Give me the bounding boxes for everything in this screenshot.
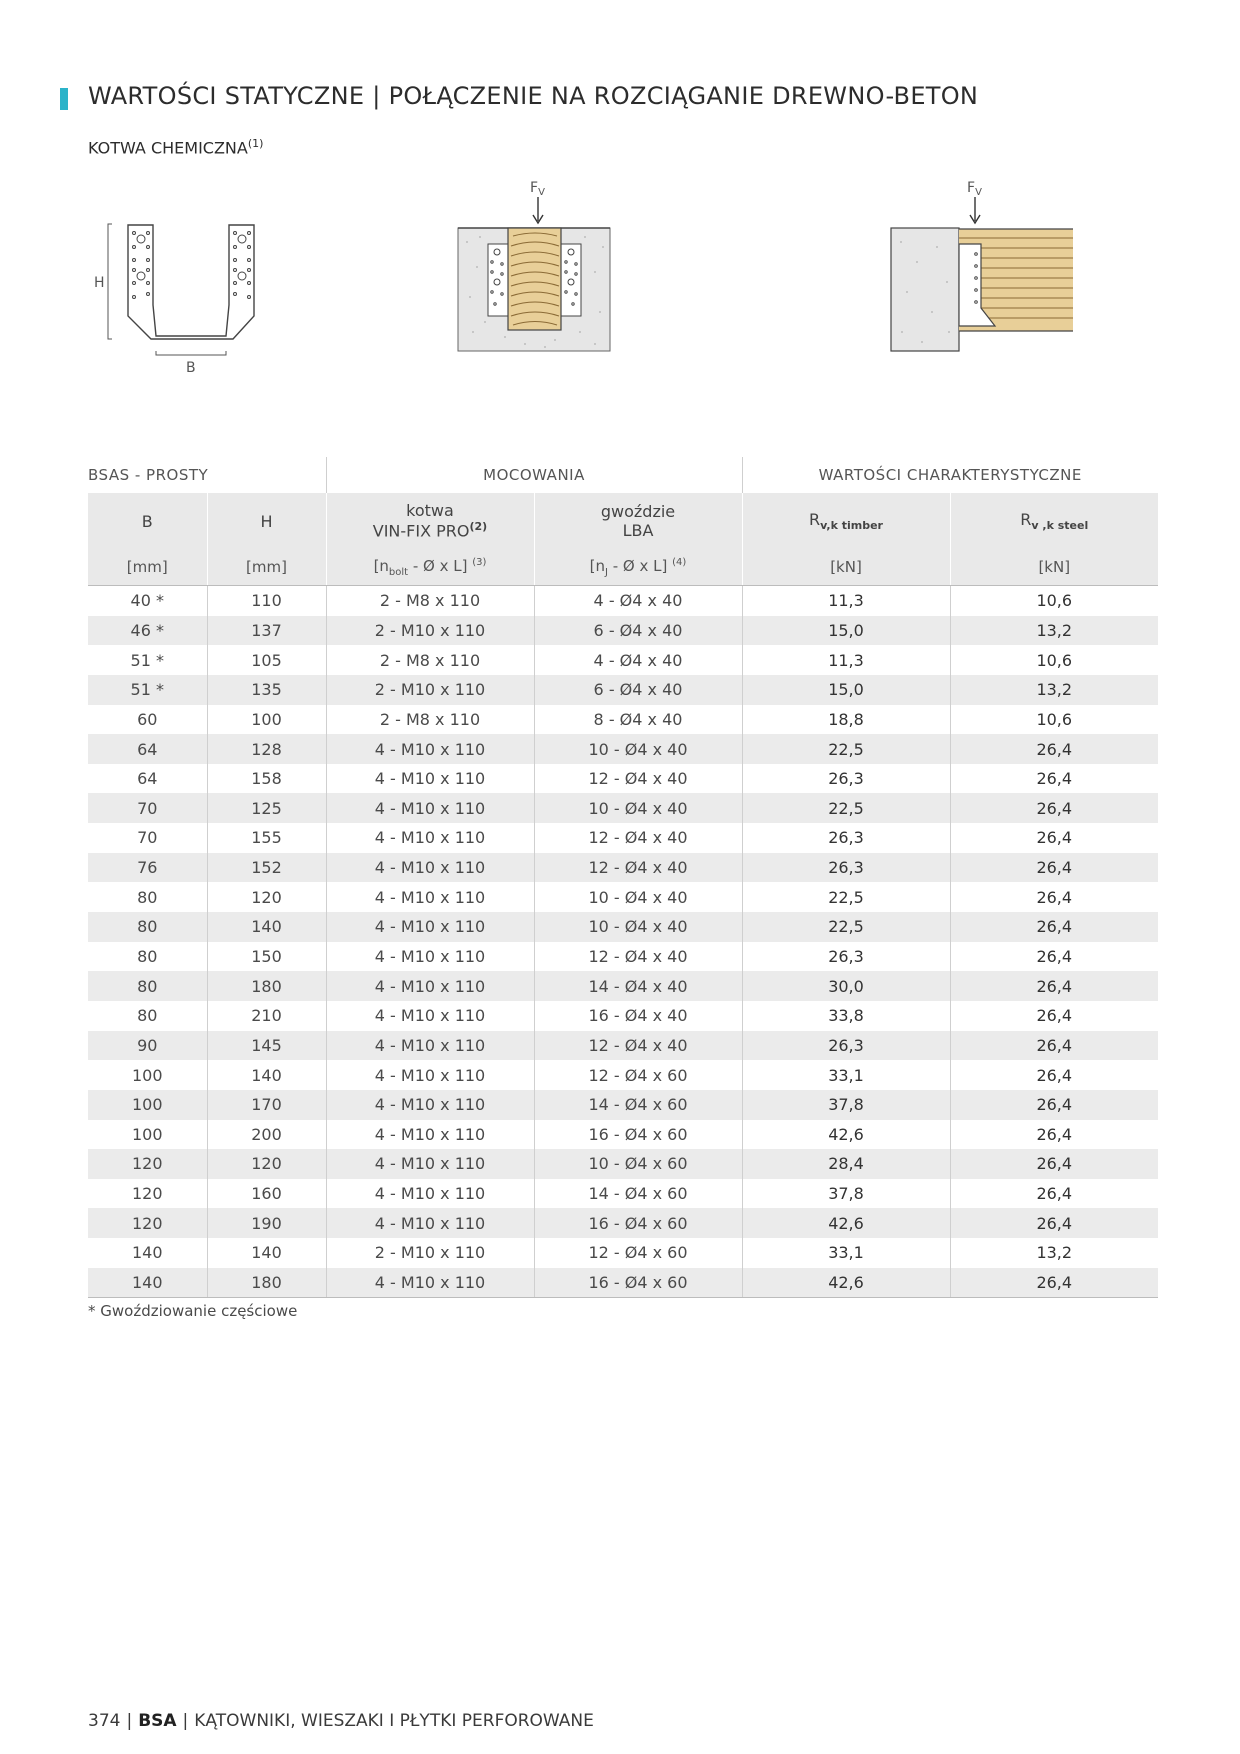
cell-r-timber: 22,5 — [742, 882, 950, 912]
table-row — [88, 853, 1158, 883]
cell-r-timber: 33,8 — [742, 1001, 950, 1031]
cell-b: 80 — [137, 887, 158, 907]
cell-nails: 12 - Ø4 x 40 — [534, 853, 742, 883]
cell-r-timber: 30,0 — [742, 971, 950, 1001]
cell-h: 125 — [207, 793, 326, 823]
cell-b: 140 — [88, 1268, 207, 1298]
cell-h: 150 — [207, 942, 326, 972]
cell-r-timber: 11,3 — [742, 645, 950, 675]
cell-anchor: 4 - M10 x 110 — [326, 853, 534, 883]
cell-b: 51 * — [88, 675, 207, 705]
table-row — [88, 1001, 1158, 1031]
table-row — [88, 1179, 1158, 1209]
cell-anchor: 2 - M10 x 110 — [326, 1238, 534, 1268]
cell-r-steel: 10,6 — [950, 705, 1158, 735]
cell-r-timber: 33,1 — [742, 1238, 950, 1268]
cell-r-steel: 26,4 — [950, 1149, 1158, 1179]
cell-r-steel: 26,4 — [950, 1268, 1158, 1298]
col-b: B — [88, 493, 207, 549]
cell-r-timber: 42,6 — [742, 1208, 950, 1238]
cell-r-timber: 18,8 — [742, 705, 950, 735]
cell-nails: 10 - Ø4 x 40 — [534, 882, 742, 912]
cell-r-timber: 22,5 — [742, 793, 950, 823]
section-concrete-diagram — [455, 172, 625, 357]
cell-nails: 6 - Ø4 x 40 — [534, 616, 742, 646]
cell-r-timber: 37,8 — [742, 1179, 950, 1209]
cell-r-steel: 26,4 — [950, 793, 1158, 823]
page-title: WARTOŚCI STATYCZNE | POŁĄCZENIE NA ROZCIĄGANIE DREWNO-BETON — [88, 82, 979, 110]
cell-r-steel: 26,4 — [950, 942, 1158, 972]
table-row — [88, 1238, 1158, 1268]
cell-anchor: 2 - M8 x 110 — [326, 645, 534, 675]
footer-section: KĄTOWNIKI, WIESZAKI I PŁYTKI PERFOROWANE — [194, 1711, 594, 1731]
cell-b: 120 — [88, 1149, 207, 1179]
cell-anchor: 2 - M10 x 110 — [326, 616, 534, 646]
col-nails: gwoździe LBA — [534, 493, 742, 549]
static-values-table — [88, 457, 1158, 1298]
cell-b: 40 * — [130, 591, 164, 611]
cell-r-timber: 15,0 — [742, 675, 950, 705]
title-accent-bar — [60, 88, 68, 110]
cell-r-steel: 26,4 — [950, 764, 1158, 794]
cell-h: 100 — [207, 705, 326, 735]
cell-nails: 12 - Ø4 x 40 — [534, 764, 742, 794]
cell-b: 100 — [131, 1124, 163, 1144]
cell-r-steel: 26,4 — [950, 823, 1158, 853]
group-product: BSAS - PROSTY — [88, 466, 209, 484]
cell-r-steel: 13,2 — [950, 675, 1158, 705]
table-row — [88, 1268, 1158, 1298]
cell-nails: 16 - Ø4 x 60 — [534, 1268, 742, 1298]
cell-anchor: 4 - M10 x 110 — [326, 912, 534, 942]
cell-b: 80 — [137, 947, 158, 966]
cell-b: 80 — [137, 1006, 158, 1026]
cell-b: 70 — [88, 793, 207, 823]
cell-b: 140 — [131, 1243, 163, 1263]
section-subtitle — [88, 137, 263, 157]
group-fixings: MOCOWANIA — [326, 457, 742, 493]
cell-nails: 12 - Ø4 x 40 — [534, 942, 742, 972]
table-row — [88, 971, 1158, 1001]
table-row — [88, 1031, 1158, 1061]
cell-h: 160 — [207, 1179, 326, 1209]
cell-anchor: 4 - M10 x 110 — [326, 1001, 534, 1031]
cell-h: 210 — [207, 1001, 326, 1031]
cell-h: 170 — [207, 1090, 326, 1120]
cell-nails: 14 - Ø4 x 60 — [534, 1179, 742, 1209]
cell-b: 80 — [88, 971, 207, 1001]
side-view-diagram — [887, 172, 1077, 357]
cell-anchor: 4 - M10 x 110 — [326, 1179, 534, 1209]
cell-r-steel: 10,6 — [950, 645, 1158, 675]
table-row — [88, 1060, 1158, 1090]
cell-r-steel: 13,2 — [950, 1238, 1158, 1268]
cell-nails: 16 - Ø4 x 60 — [534, 1120, 742, 1150]
cell-r-timber: 42,6 — [742, 1120, 950, 1150]
table-units-row — [88, 549, 1158, 586]
cell-h: 200 — [207, 1120, 326, 1150]
cell-anchor: 2 - M8 x 110 — [326, 705, 534, 735]
cell-r-steel: 26,4 — [950, 1179, 1158, 1209]
table-row — [88, 882, 1158, 912]
hanger-front-diagram — [90, 215, 260, 375]
cell-r-timber: 15,0 — [742, 616, 950, 646]
cell-nails: 10 - Ø4 x 60 — [534, 1149, 742, 1179]
cell-nails: 16 - Ø4 x 60 — [534, 1208, 742, 1238]
cell-nails: 12 - Ø4 x 60 — [534, 1238, 742, 1268]
cell-r-timber: 37,8 — [742, 1090, 950, 1120]
cell-anchor: 4 - M10 x 110 — [326, 1149, 534, 1179]
unit-r-timber: [kN] — [742, 549, 950, 586]
unit-r-steel: [kN] — [950, 549, 1158, 586]
cell-r-timber: 28,4 — [742, 1149, 950, 1179]
table-body — [88, 586, 1158, 1298]
cell-anchor: 4 - M10 x 110 — [326, 734, 534, 764]
cell-nails: 8 - Ø4 x 40 — [534, 705, 742, 735]
cell-r-timber: 33,1 — [742, 1060, 950, 1090]
cell-nails: 4 - Ø4 x 40 — [534, 645, 742, 675]
cell-anchor: 2 - M8 x 110 — [326, 586, 534, 616]
cell-b: 90 — [88, 1031, 207, 1061]
cell-h: 120 — [207, 882, 326, 912]
table-group-header — [88, 457, 1158, 493]
table-row — [88, 1090, 1158, 1120]
cell-anchor: 2 - M10 x 110 — [326, 675, 534, 705]
footer-product: BSA — [138, 1711, 177, 1731]
cell-b: 60 — [137, 709, 158, 729]
cell-r-steel: 26,4 — [950, 734, 1158, 764]
cell-anchor: 4 - M10 x 110 — [326, 1060, 534, 1090]
table-row — [88, 1120, 1158, 1150]
cell-anchor: 4 - M10 x 110 — [326, 971, 534, 1001]
cell-h: 158 — [207, 764, 326, 794]
cell-h: 152 — [207, 853, 326, 883]
cell-b: 70 — [137, 828, 158, 848]
cell-h: 135 — [207, 675, 326, 705]
table-row — [88, 675, 1158, 705]
cell-h: 105 — [207, 645, 326, 675]
table-row — [88, 793, 1158, 823]
cell-b: 46 * — [88, 616, 207, 646]
unit-b: [mm] — [88, 549, 207, 586]
table-row — [88, 912, 1158, 942]
force-label-side: $F_V$ — [967, 180, 982, 198]
force-label: $F_V$ — [530, 180, 545, 198]
cell-h: 180 — [207, 1268, 326, 1298]
col-anchor: kotwa VIN-FIX PRO$^{(2)}$ — [326, 493, 534, 549]
cell-anchor: 4 - M10 x 110 — [326, 1120, 534, 1150]
cell-r-timber: 26,3 — [742, 1031, 950, 1061]
cell-anchor: 4 - M10 x 110 — [326, 1208, 534, 1238]
cell-r-timber: 26,3 — [742, 764, 950, 794]
cell-r-steel: 26,4 — [950, 1031, 1158, 1061]
cell-anchor: 4 - M10 x 110 — [326, 764, 534, 794]
cell-r-timber: 11,3 — [742, 586, 950, 616]
table-row — [88, 586, 1158, 616]
cell-r-timber: 26,3 — [742, 942, 950, 972]
col-r-timber: $R_{v,k timber}$ — [742, 493, 950, 549]
cell-r-steel: 26,4 — [950, 1208, 1158, 1238]
cell-anchor: 4 - M10 x 110 — [326, 942, 534, 972]
cell-nails: 16 - Ø4 x 40 — [534, 1001, 742, 1031]
cell-r-steel: 26,4 — [950, 912, 1158, 942]
cell-h: 190 — [207, 1208, 326, 1238]
subtitle-note: (1) — [247, 137, 264, 150]
cell-r-steel: 26,4 — [950, 882, 1158, 912]
cell-h: 120 — [207, 1149, 326, 1179]
cell-b: 120 — [131, 1184, 163, 1204]
cell-h: 140 — [207, 1238, 326, 1268]
cell-anchor: 4 - M10 x 110 — [326, 823, 534, 853]
cell-nails: 4 - Ø4 x 40 — [534, 586, 742, 616]
cell-h: 140 — [207, 1060, 326, 1090]
dimension-h-label: H — [94, 275, 105, 291]
table-row — [88, 1149, 1158, 1179]
table-row — [88, 616, 1158, 646]
table-row — [88, 764, 1158, 794]
cell-h: 137 — [207, 616, 326, 646]
cell-b: 120 — [88, 1208, 207, 1238]
cell-nails: 10 - Ø4 x 40 — [534, 793, 742, 823]
table-row — [88, 942, 1158, 972]
table-row — [88, 734, 1158, 764]
cell-b: 64 — [137, 769, 158, 789]
cell-b: 100 — [131, 1065, 163, 1085]
table-row — [88, 1208, 1158, 1238]
page-number: 374 — [88, 1711, 121, 1731]
col-h: H — [207, 493, 326, 549]
table-row — [88, 645, 1158, 675]
table-row — [88, 705, 1158, 735]
cell-b: 76 — [88, 853, 207, 883]
cell-r-timber: 26,3 — [742, 853, 950, 883]
cell-r-steel: 26,4 — [950, 1060, 1158, 1090]
cell-anchor: 4 - M10 x 110 — [326, 1268, 534, 1298]
page-footer: 374 | BSA | KĄTOWNIKI, WIESZAKI I PŁYTKI PERFOROWANE — [88, 1711, 594, 1731]
cell-r-timber: 22,5 — [742, 734, 950, 764]
cell-nails: 6 - Ø4 x 40 — [534, 675, 742, 705]
cell-r-timber: 22,5 — [742, 912, 950, 942]
unit-anchor: [$n_{bolt}$ - Ø x L] $^{(3)}$ — [326, 549, 534, 586]
group-characteristic-values: WARTOŚCI CHARAKTERYSTYCZNE — [742, 457, 1158, 493]
cell-h: 180 — [207, 971, 326, 1001]
cell-r-steel: 26,4 — [950, 971, 1158, 1001]
unit-nails: [$n_J$ - Ø x L] $^{(4)}$ — [534, 549, 742, 586]
cell-h: 145 — [207, 1031, 326, 1061]
cell-r-timber: 42,6 — [742, 1268, 950, 1298]
cell-b: 80 — [88, 912, 207, 942]
cell-anchor: 4 - M10 x 110 — [326, 1090, 534, 1120]
dimension-b-label: B — [186, 360, 196, 375]
cell-nails: 12 - Ø4 x 60 — [534, 1060, 742, 1090]
cell-h: 155 — [207, 823, 326, 853]
cell-r-timber: 26,3 — [742, 823, 950, 853]
cell-nails: 10 - Ø4 x 40 — [534, 734, 742, 764]
cell-r-steel: 26,4 — [950, 1090, 1158, 1120]
cell-h: 128 — [207, 734, 326, 764]
table-column-header — [88, 493, 1158, 549]
footnote: * Gwoździowanie częściowe — [88, 1302, 298, 1320]
cell-nails: 14 - Ø4 x 40 — [534, 971, 742, 1001]
col-r-steel: $R_{v ,k steel}$ — [950, 493, 1158, 549]
cell-b: 51 * — [130, 650, 164, 670]
cell-anchor: 4 - M10 x 110 — [326, 882, 534, 912]
cell-r-steel: 26,4 — [950, 1001, 1158, 1031]
cell-h: 110 — [207, 586, 326, 616]
cell-nails: 10 - Ø4 x 40 — [534, 912, 742, 942]
cell-anchor: 4 - M10 x 110 — [326, 1031, 534, 1061]
cell-r-steel: 13,2 — [950, 616, 1158, 646]
cell-nails: 12 - Ø4 x 40 — [534, 823, 742, 853]
cell-b: 100 — [88, 1090, 207, 1120]
unit-h: [mm] — [207, 549, 326, 586]
table-row — [88, 823, 1158, 853]
cell-nails: 14 - Ø4 x 60 — [534, 1090, 742, 1120]
cell-r-steel: 10,6 — [950, 586, 1158, 616]
subtitle-text: KOTWA CHEMICZNA — [88, 138, 248, 158]
cell-h: 140 — [207, 912, 326, 942]
cell-b: 64 — [88, 734, 207, 764]
cell-anchor: 4 - M10 x 110 — [326, 793, 534, 823]
cell-r-steel: 26,4 — [950, 853, 1158, 883]
cell-r-steel: 26,4 — [950, 1120, 1158, 1150]
cell-nails: 12 - Ø4 x 40 — [534, 1031, 742, 1061]
